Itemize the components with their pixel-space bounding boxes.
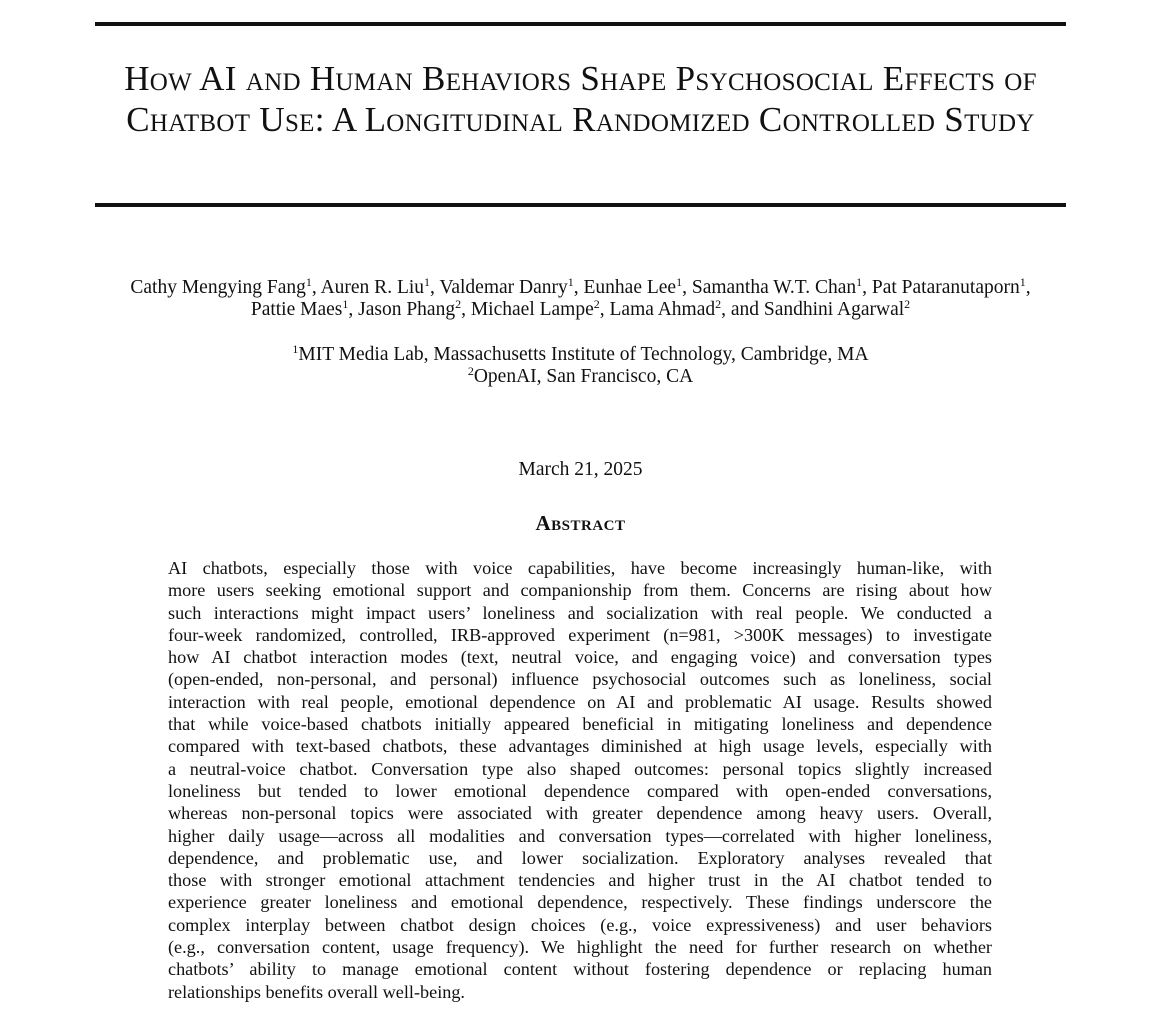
abstract-line: (open-ended, non-personal, and personal) influence psychosocial outcomes such as loneliness, social	[168, 669, 992, 690]
abstract-line: whereas non-personal topics were associated with greater dependence among heavy users. Overall,	[168, 803, 992, 824]
affiliation-text: MIT Media Lab, Massachusetts Institute of Technology, Cambridge, MA	[298, 344, 869, 365]
affiliation-marker: 1	[567, 275, 574, 289]
author-name: Samantha W.T. Chan	[691, 277, 857, 298]
author-name: Cathy Mengying Fang	[130, 277, 306, 298]
author-separator: ,	[430, 277, 440, 298]
author-separator: ,	[682, 277, 692, 298]
affiliation-marker: 2	[715, 297, 722, 311]
author-separator: ,	[461, 299, 471, 320]
author-separator: ,	[348, 299, 359, 320]
abstract-line: higher daily usage—across all modalities and conversation types—correlated with higher loneliness,	[168, 825, 992, 846]
affiliation-marker: 1	[1019, 275, 1026, 289]
affiliation-list	[60, 344, 1101, 388]
abstract-line: interaction with real people, emotional dependence on AI and problematic AI usage. Results showed	[168, 691, 992, 712]
abstract-line: AI chatbots, especially those with voice capabilities, have become increasingly human-like, with	[168, 558, 992, 578]
author-name: Auren R. Liu	[320, 277, 425, 298]
affiliation-line	[60, 344, 1101, 366]
abstract-heading: Abstract	[535, 511, 626, 535]
abstract-line: such interactions might impact users’ loneliness and socialization with real people. We conducted a	[168, 602, 992, 623]
author-name: Pat Pataranutaporn	[871, 277, 1020, 298]
abstract-line: (e.g., conversation content, usage frequency). We highlight the need for further research on whether	[168, 937, 992, 958]
abstract-line: compared with text-based chatbots, these advantages diminished at high usage levels, especially with	[168, 736, 992, 757]
title-bottom-rule	[95, 203, 1066, 207]
affiliation-marker: 2	[455, 297, 462, 311]
abstract-line: complex interplay between chatbot design choices (e.g., voice expressiveness) and user behaviors	[168, 914, 992, 935]
abstract-line: that while voice-based chatbots initially appeared beneficial in mitigating loneliness and dependence	[168, 714, 992, 735]
author-name: Pattie Maes	[250, 299, 343, 320]
publication-date: March 21, 2025	[518, 459, 643, 480]
affiliation-marker: 2	[467, 364, 474, 378]
author-name: Michael Lampe	[470, 299, 594, 320]
author-separator: ,	[599, 299, 610, 320]
affiliation-marker: 2	[904, 297, 911, 311]
author-separator: ,	[311, 277, 321, 298]
author-list	[60, 277, 1101, 321]
author-name: Sandhini Agarwal	[763, 299, 905, 320]
author-separator: ,	[862, 277, 872, 298]
abstract-line: four-week randomized, controlled, IRB-approved experiment (n=981, >300K messages) to investigate	[168, 624, 992, 645]
author-name: Jason Phang	[358, 299, 456, 320]
abstract-line: loneliness but tended to lower emotional dependence compared with open-ended conversations,	[168, 780, 992, 801]
author-separator: ,	[1025, 277, 1031, 298]
paper-title: How AI and Human Behaviors Shape Psychosocial Effects of Chatbot Use: A Longitudinal Randomized Controlled Study	[124, 59, 1037, 139]
abstract-line: chatbots’ ability to manage emotional content without fostering dependence or replacing human	[168, 959, 992, 980]
abstract-line: dependence, and problematic use, and lower socialization. Exploratory analyses revealed that	[168, 847, 992, 868]
author-separator: , and	[721, 299, 764, 320]
affiliation-marker: 1	[424, 275, 431, 289]
abstract-line: how AI chatbot interaction modes (text, neutral voice, and engaging voice) and conversation types	[168, 647, 992, 668]
affiliation-marker: 1	[292, 342, 299, 356]
author-name: Eunhae Lee	[583, 277, 677, 298]
abstract-body	[168, 557, 992, 1003]
title-top-rule	[95, 22, 1066, 26]
affiliation-marker: 1	[342, 297, 349, 311]
author-name: Valdemar Danry	[439, 277, 568, 298]
abstract-line: relationships benefits overall well-being.	[168, 981, 465, 1002]
abstract-line: a neutral-voice chatbot. Conversation type also shaped outcomes: personal topics slightly increased	[168, 758, 992, 779]
author-name: Lama Ahmad	[609, 299, 716, 320]
affiliation-marker: 1	[676, 275, 683, 289]
affiliation-marker: 1	[856, 275, 863, 289]
affiliation-marker: 1	[305, 275, 312, 289]
abstract-line: those with stronger emotional attachment tendencies and higher trust in the AI chatbot tended to	[168, 870, 992, 891]
affiliation-text: OpenAI, San Francisco, CA	[473, 366, 694, 387]
affiliation-line	[60, 366, 1101, 388]
abstract-line: more users seeking emotional support and companionship from them. Concerns are rising about how	[168, 580, 992, 601]
abstract-line: experience greater loneliness and emotional dependence, respectively. These findings underscore the	[168, 892, 992, 913]
affiliation-marker: 2	[593, 297, 600, 311]
author-separator: ,	[573, 277, 584, 298]
